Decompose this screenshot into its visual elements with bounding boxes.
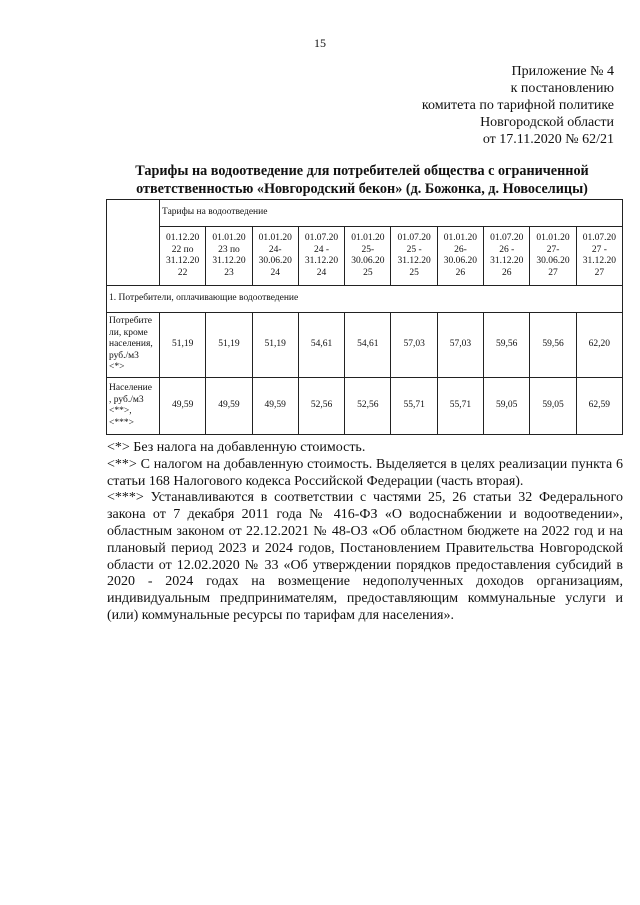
cell-line: 25	[409, 267, 419, 278]
cell-line: <*>	[109, 362, 125, 373]
tariff-value: 59,56	[484, 313, 530, 378]
cell-line: 27-	[546, 244, 560, 255]
cell-line: 26 -	[499, 244, 515, 255]
group-row	[107, 286, 623, 313]
period-header	[576, 227, 622, 286]
tariff-value: 62,59	[576, 378, 622, 435]
tariff-value: 59,05	[484, 378, 530, 435]
table-row	[107, 313, 623, 378]
tariff-value: 51,19	[160, 313, 206, 378]
cell-line: 30.06.20	[258, 256, 292, 266]
cell-line: 23	[224, 267, 234, 278]
cell-line: <**>,	[109, 406, 132, 416]
cell-line: 22 по	[171, 244, 194, 255]
cell-line: 30.06.20	[536, 256, 570, 266]
tariff-value: 62,20	[576, 313, 622, 378]
cell-line: 01.01.20	[536, 233, 570, 243]
period-header	[530, 227, 576, 286]
tariff-value: 51,19	[206, 313, 252, 378]
cell-line: 31.12.20	[166, 256, 200, 266]
cell-line: 31.12.20	[490, 256, 524, 266]
tariff-value: 51,19	[252, 313, 298, 378]
period-header	[252, 227, 298, 286]
cell-line: 24	[316, 267, 327, 278]
tariff-value: 54,61	[345, 313, 391, 378]
appendix-line: от 17.11.2020 № 62/21	[482, 132, 614, 147]
cell-line: 01.01.20	[258, 233, 292, 243]
cell-line: 31.12.20	[397, 256, 431, 266]
cell-line: 01.07.20	[397, 233, 431, 243]
cell-line: 25-	[361, 244, 375, 255]
category-cell	[107, 378, 160, 435]
title-line: Тарифы на водоотведение для потребителей общества с ограниченной	[135, 163, 589, 179]
appendix-line: комитета по тарифной политике	[421, 98, 614, 113]
cell-line: 01.01.20	[443, 233, 478, 243]
cell-line: 01.07.20	[490, 233, 524, 243]
cell-line: 01.01.20	[351, 233, 385, 243]
cell-line: 31.12.20	[582, 256, 616, 266]
cell-line: 27	[548, 267, 558, 278]
document-title	[100, 162, 624, 198]
tariff-value: 54,61	[298, 313, 344, 378]
tariff-value: 57,03	[437, 313, 483, 378]
tariff-value: 52,56	[298, 378, 344, 435]
tariff-value: 55,71	[437, 378, 483, 435]
footnote: <*> Без налога на добавленную стоимость.	[107, 440, 366, 455]
cell-line: 30.06.20	[351, 256, 385, 266]
cell-line: 30.06.20	[443, 256, 478, 266]
header-row	[107, 200, 623, 227]
cell-line: 26-	[454, 244, 467, 255]
page-number: 15	[314, 36, 326, 50]
tariff-value: 49,59	[206, 378, 252, 435]
period-header	[298, 227, 344, 286]
period-header	[345, 227, 391, 286]
category-cell	[107, 313, 160, 378]
tariff-value: 49,59	[160, 378, 206, 435]
tariff-table-body	[107, 200, 623, 435]
footnote: <***> Устанавливаются в соответствии с частями 25, 26 статьи 32 Федерального закона от 7 декабря 2011 года № 416-ФЗ «О водоснабжении и водоотведении», областным законом от 22.12.2021 № 48-ОЗ «Об областном бюджете на 2022 год и на плановый период 2023 и 2024 годов, Постановлением Правительства Новгородской области от 12.02.2020 № 33 «Об утверждении порядков предоставления субсидий в 2020 - 2024 годах на возмещение недополученных доходов организациям, индивидуальным предпринимателям, предоставляющим коммунальные услуги и (или) коммунальные ресурсы по тарифам для населения».	[107, 490, 623, 623]
period-header	[484, 227, 530, 286]
cell-line: 24	[270, 267, 280, 278]
cell-line: 31.12.20	[212, 256, 246, 266]
cell-line: 31.12.20	[304, 256, 339, 266]
cell-line: ли, кроме	[109, 327, 148, 338]
cell-line: 24 -	[314, 244, 330, 255]
cell-line: 25 -	[406, 244, 422, 255]
cell-line: 26	[501, 267, 512, 278]
cell-line: руб./м3	[109, 350, 139, 361]
cell-line: Население	[109, 383, 152, 393]
table-row	[107, 378, 623, 435]
cell-line: 01.07.20	[582, 233, 616, 243]
cell-line: 26	[455, 267, 466, 278]
cell-line: 25	[363, 267, 373, 278]
tariff-value: 57,03	[391, 313, 437, 378]
cell-line: <***>	[109, 417, 134, 428]
period-header	[391, 227, 437, 286]
appendix-line: к постановлению	[510, 81, 614, 96]
footnotes	[107, 440, 623, 625]
cell-line: 24-	[268, 244, 282, 255]
cell-line: 01.01.20	[212, 233, 246, 243]
period-header	[206, 227, 252, 286]
footnote: <**> С налогом на добавленную стоимость. Выделяется в целях реализации пункта 6 статьи 168 Налогового кодекса Российской Федерации (часть вторая).	[107, 456, 623, 489]
cell-line: 01.07.20	[304, 233, 339, 243]
period-header	[160, 227, 206, 286]
cell-line: 01.12.20	[166, 233, 200, 243]
cell-line: Потребите	[109, 316, 153, 327]
group-label: 1. Потребители, оплачивающие водоотведение	[107, 286, 623, 313]
cell-line: 22	[177, 267, 188, 278]
tariff-value: 49,59	[252, 378, 298, 435]
cell-line: 23 по	[218, 244, 240, 255]
cell-line: , руб./м3	[109, 394, 144, 405]
tariff-table	[106, 199, 623, 435]
corner-cell	[107, 200, 160, 286]
cell-line: 27	[594, 267, 605, 278]
period-row	[107, 227, 623, 286]
cell-line: населения,	[109, 339, 153, 350]
period-header	[437, 227, 483, 286]
tariff-value: 52,56	[345, 378, 391, 435]
title-line: ответственностью «Новгородский бекон» (д. Божонка, д. Новоселицы)	[136, 181, 588, 197]
header-group-cell: Тарифы на водоотведение	[160, 200, 623, 227]
appendix-line: Новгородской области	[480, 115, 614, 130]
cell-line: 27 -	[591, 244, 607, 255]
appendix-line: Приложение № 4	[511, 64, 614, 79]
appendix-block	[422, 63, 614, 148]
tariff-value: 55,71	[391, 378, 437, 435]
tariff-value: 59,56	[530, 313, 576, 378]
tariff-value: 59,05	[530, 378, 576, 435]
